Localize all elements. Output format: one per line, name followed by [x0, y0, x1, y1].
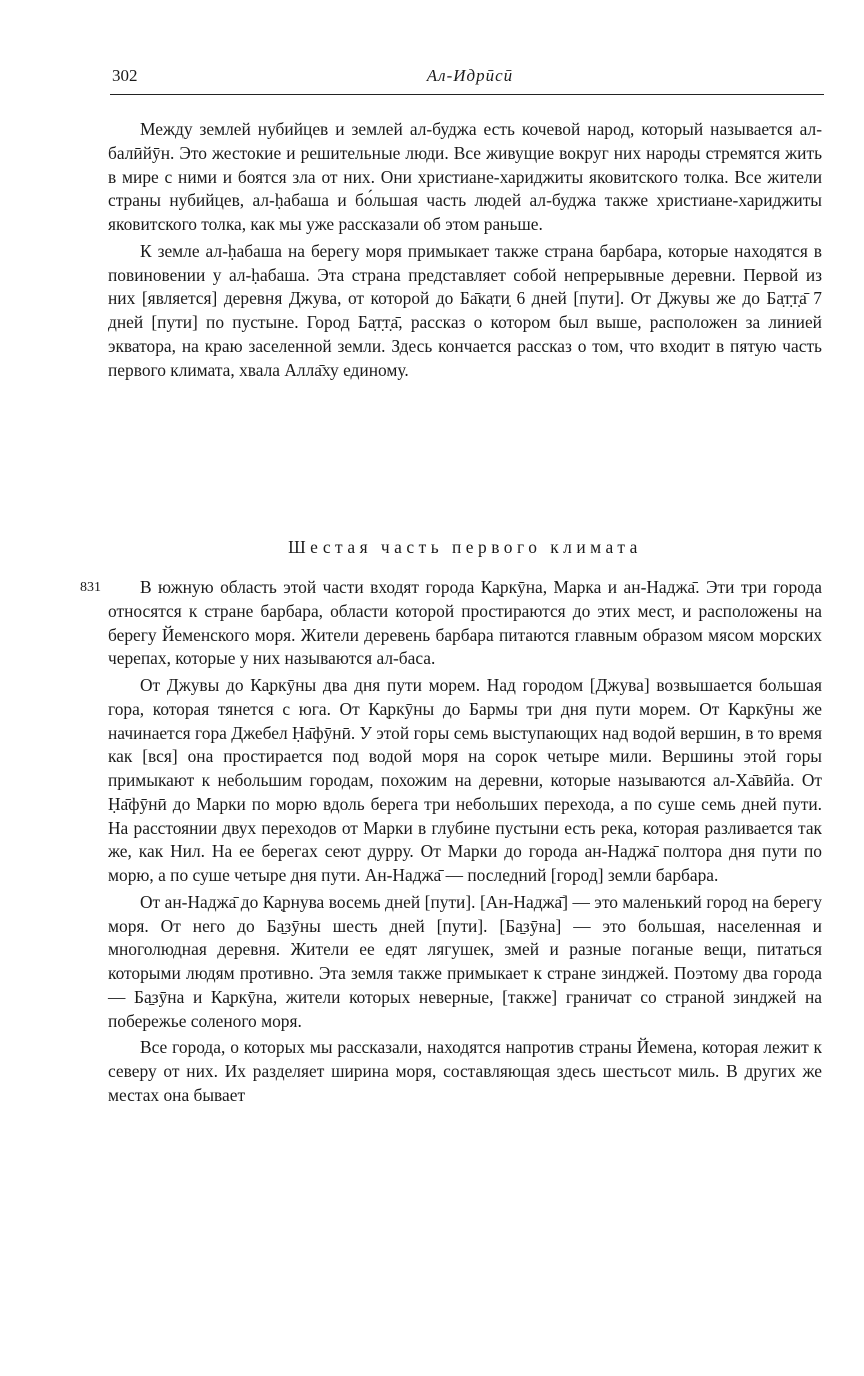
- header-rule: [110, 94, 824, 95]
- margin-number: 831: [80, 580, 101, 595]
- paragraph: От Джувы до Ка̣ркӯны два дня пути морем. Над городом [Джува] возвышается большая гора, которая тянется с юга. От Ка̣ркӯны до Бармы три дня пути морем. От Ка̣ркӯны же начинается гора Джебел Ḥа̄фӯнӣ. У этой горы семь выступающих над водой вершин, в то время как [вся] она простирается под водой моря на сорок четыре мили. Вершины этой горы примыкают к небольшим городам, похожим на деревни, которые называются ал-Ха̄вӣйа. От Ḥа̄фӯнӣ до Марки по морю вдоль берега три небольших перехода, а по суше семь дней пути. На расстоянии двух переходов от Марки в глубине пустыни есть река, которая разливается так же, как Нил. На ее берегах сеют дурру. От Марки до города ан-Наджа̄ полтора дня пути по морю, а по суше четыре дня пути. Ан-Наджа̄ — последний [город] земли барбара.: [108, 675, 822, 885]
- text-block-lower: [108, 576, 822, 1108]
- paragraph: К земле ал-ḥабаша на берегу моря примыкает также страна барбара, которые находятся в повиновении у ал-ḥабаша. Эта страна представляет собой непрерывные деревни. Первой из них [является] деревня Джува, от которой до Ба̄ка̣ти̣ 6 дней [пути]. От Джувы же до Ба̣т̣т̣а̄ 7 дней [пути] по пустыне. Город Ба̣т̣т̣а̄, рассказ о котором был выше, расположен за линией экватора, на краю заселенной земли. Здесь кончается рассказ о том, что входит в пятую часть первого климата, хвала Алла̄ху единому.: [108, 240, 822, 380]
- paragraph: Все города, о которых мы рассказали, находятся напротив страны Йемена, которая лежит к северу от них. Их разделяет ширина моря, составляющая здесь шестьсот миль. В других же местах она бывает: [108, 1037, 822, 1105]
- paragraph: Между землей нубийцев и землей ал-буджа есть кочевой народ, который называется ал-балӣйӯн. Это жестокие и решительные люди. Все живущие вокруг них народы стремятся жить в мире с ними и боятся зла от них. Они христиане-хариджиты яковитского толка. Все жители страны нубийцев, ал-ḥабаша и бо́льшая часть людей ал-буджа также христиане-хариджиты яковитского толка, как мы уже рассказали об этом раньше.: [108, 119, 822, 234]
- page-number: 302: [112, 66, 138, 85]
- paragraph: В южную область этой части входят города Ка̣ркӯна, Марка и ан-Наджа̄. Эти три города относятся к стране барбара, области которой простираются до этих мест, и расположены на берегу Йеменского моря. Жители деревень барбара питаются главным образом мясом морских черепах, которые у них называются ал-баса.: [108, 577, 822, 669]
- running-title: Ал-Идрӣсӣ: [426, 66, 514, 85]
- section-heading: Шестая часть первого климата: [288, 537, 642, 557]
- paragraph: От ан-Наджа̄ до Ка̣рнува восемь дней [пути]. [Ан-Наджа̄] — это маленький город на берегу моря. От него до Ба̱зӯны шесть дней [пути]. [Ба̱зӯна] — это большая, населенная и многолюдная деревня. Жители ее едят лягушек, змей и разные поганые вещи, питаться которыми людям противно. Эта земля также примыкает к стране зинджей. Поэтому два города — Ба̱зӯна и Ка̣ркӯна, жители которых неверные, [также] граничат со страной зинджей на побережье соленого моря.: [108, 891, 822, 1031]
- text-block-upper: [108, 118, 822, 382]
